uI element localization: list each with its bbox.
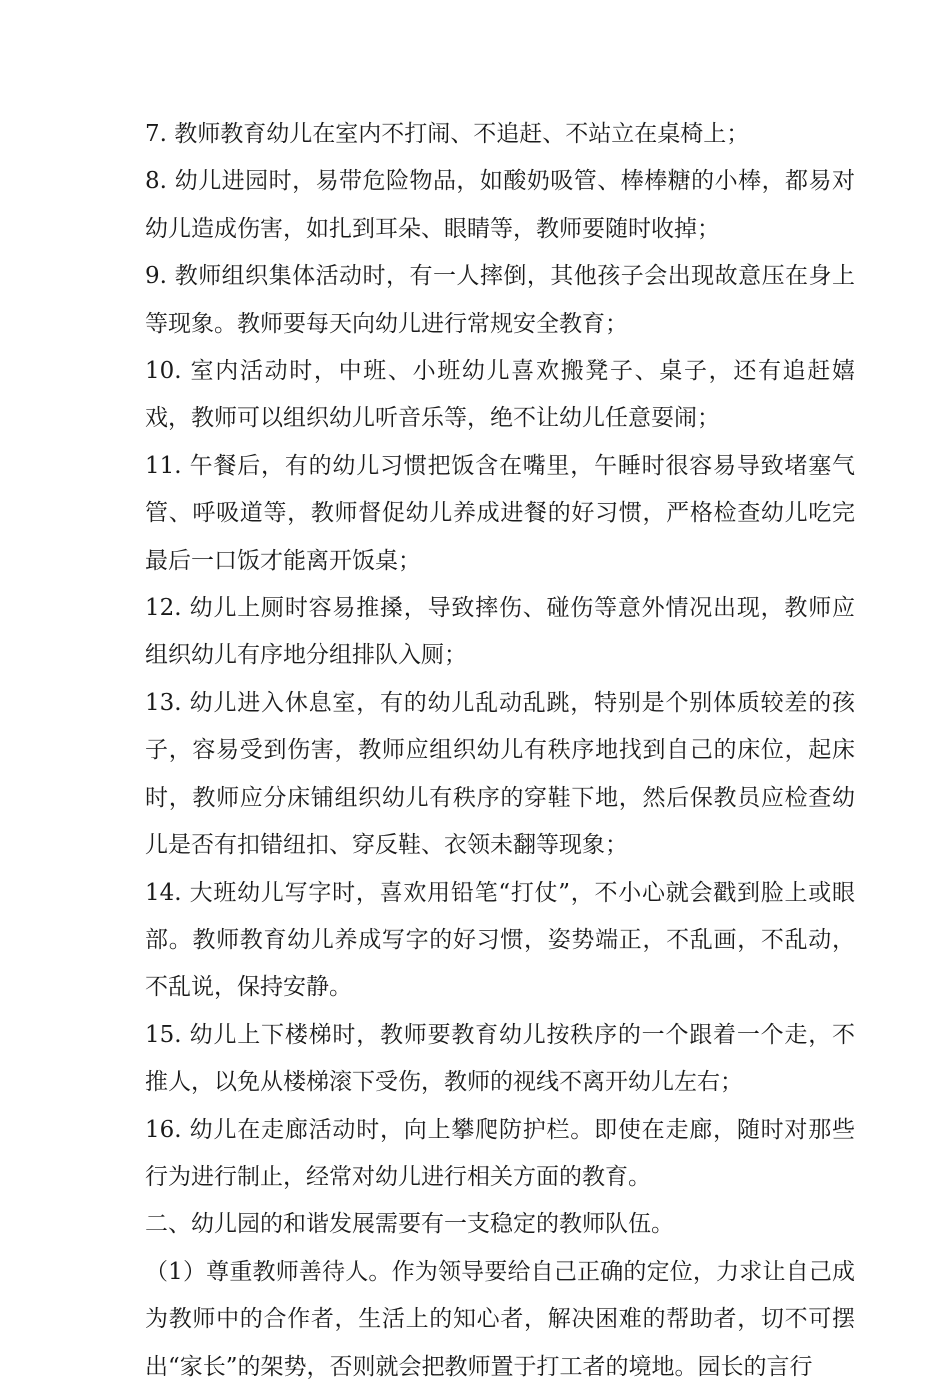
section-heading: 二、幼儿园的和谐发展需要有一支稳定的教师队伍。	[145, 1211, 674, 1238]
paragraph-item-16: 16. 幼儿在走廊活动时，向上攀爬防护栏。即使在走廊，随时对那些行为进行制止，经常对幼儿进行相关方面的教育。	[145, 1116, 855, 1190]
paragraph-item-10: 10. 室内活动时，中班、小班幼儿喜欢搬凳子、桌子，还有追赶嬉戏，教师可以组织幼儿听音乐等，绝不让幼儿任意耍闹；	[145, 358, 855, 432]
paragraph-respect-teachers: （1）尊重教师善待人。作为领导要给自己正确的定位，力求让自己成为教师中的合作者，生活上的知心者，解决困难的帮助者，切不可摆出“家长”的架势，否则就会把教师置于打工者的境地。园长的言行	[145, 1258, 855, 1380]
paragraph-item-15: 15. 幼儿上下楼梯时，教师要教育幼儿按秩序的一个跟着一个走，不推人，以免从楼梯滚下受伤，教师的视线不离开幼儿左右；	[145, 1021, 855, 1096]
paragraph-item-13: 13. 幼儿进入休息室，有的幼儿乱动乱跳，特别是个别体质较差的孩子，容易受到伤害，教师应组织幼儿有秩序地找到自己的床位，起床时，教师应分床铺组织幼儿有秩序的穿鞋下地，然后保教员应检查幼儿是否有扣错纽扣、穿反鞋、衣领未翻等现象；	[145, 689, 855, 859]
paragraph-item-14: 14. 大班幼儿写字时，喜欢用铅笔“打仗”，不小心就会戳到脸上或眼部。教师教育幼儿养成写字的好习惯，姿势端正，不乱画，不乱动，不乱说，保持安静。	[145, 879, 855, 1001]
paragraph-item-12: 12. 幼儿上厕时容易推搡，导致摔伤、碰伤等意外情况出现，教师应组织幼儿有序地分组排队入厕；	[145, 595, 855, 669]
paragraph-item-8: 8. 幼儿进园时，易带危险物品，如酸奶吸管、棒棒糖的小棒，都易对幼儿造成伤害，如扎到耳朵、眼睛等，教师要随时收掉；	[145, 168, 855, 242]
document-body	[145, 111, 855, 1391]
paragraph-item-7: 7. 教师教育幼儿在室内不打闹、不追赶、不站立在桌椅上；	[145, 121, 750, 147]
paragraph-item-9: 9. 教师组织集体活动时，有一人摔倒，其他孩子会出现故意压在身上等现象。教师要每天向幼儿进行常规安全教育；	[145, 263, 855, 337]
paragraph-item-11: 11. 午餐后，有的幼儿习惯把饭含在嘴里，午睡时很容易导致堵塞气管、呼吸道等，教师督促幼儿养成进餐的好习惯，严格检查幼儿吃完最后一口饭才能离开饭桌；	[145, 452, 855, 574]
